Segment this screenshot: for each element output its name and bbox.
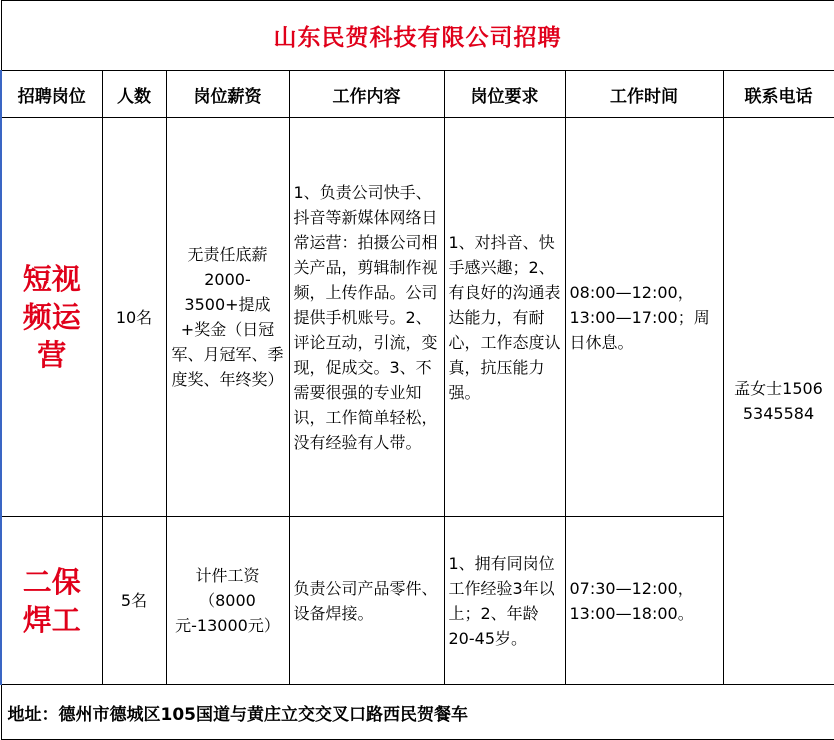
- job-position: [1, 118, 102, 517]
- job-salary-text: 无责任底薪2000-3500+提成+奖金（日冠军、月冠军、季度奖、年终奖）: [171, 245, 284, 389]
- header-contact: 联系电话: [723, 71, 834, 118]
- header-hours: 工作时间: [565, 71, 723, 118]
- job-content: 负责公司产品零件、设备焊接。: [289, 517, 444, 685]
- job-content: 1、负责公司快手、抖音等新媒体网络日常运营：拍摄公司相关产品，剪辑制作视频，上传作品。公司提供手机账号。2、评论互动，引流，变现，促成交。3、不需要很强的专业知识，工作简单轻松，没有经验有人带。: [289, 118, 444, 517]
- header-content: 工作内容: [289, 71, 444, 118]
- job-count: 10名: [102, 118, 166, 517]
- header-count: 人数: [102, 71, 166, 118]
- job-position-text: 二保焊工: [22, 564, 81, 637]
- job-requirements: 1、对抖音、快手感兴趣；2、有良好的沟通表达能力，有耐心，工作态度认真，抗压能力强。: [444, 118, 565, 517]
- header-salary: 岗位薪资: [166, 71, 289, 118]
- table-row: [1, 517, 834, 685]
- address: 地址：德州市德城区105国道与黄庄立交交叉口路西民贺餐车: [1, 685, 834, 740]
- job-salary: [166, 517, 289, 685]
- header-position: 招聘岗位: [1, 71, 102, 118]
- job-hours: 07:30—12:00，13:00—18:00。: [565, 517, 723, 685]
- page-title: 山东民贺科技有限公司招聘: [1, 1, 834, 71]
- job-salary-text: 计件工资（8000元-13000元）: [175, 566, 280, 635]
- header-requirements: 岗位要求: [444, 71, 565, 118]
- contact-cell: [723, 118, 834, 685]
- job-position: [1, 517, 102, 685]
- job-requirements: 1、拥有同岗位工作经验3年以上；2、年龄20-45岁。: [444, 517, 565, 685]
- job-position-text: 短视频运营: [22, 262, 81, 372]
- job-count: 5名: [102, 517, 166, 685]
- job-hours: 08:00—12:00，13:00—17:00；周日休息。: [565, 118, 723, 517]
- header-row: [1, 71, 834, 118]
- contact-text: 孟女士15065345584: [734, 379, 823, 423]
- job-salary: [166, 118, 289, 517]
- table-row: [1, 118, 834, 517]
